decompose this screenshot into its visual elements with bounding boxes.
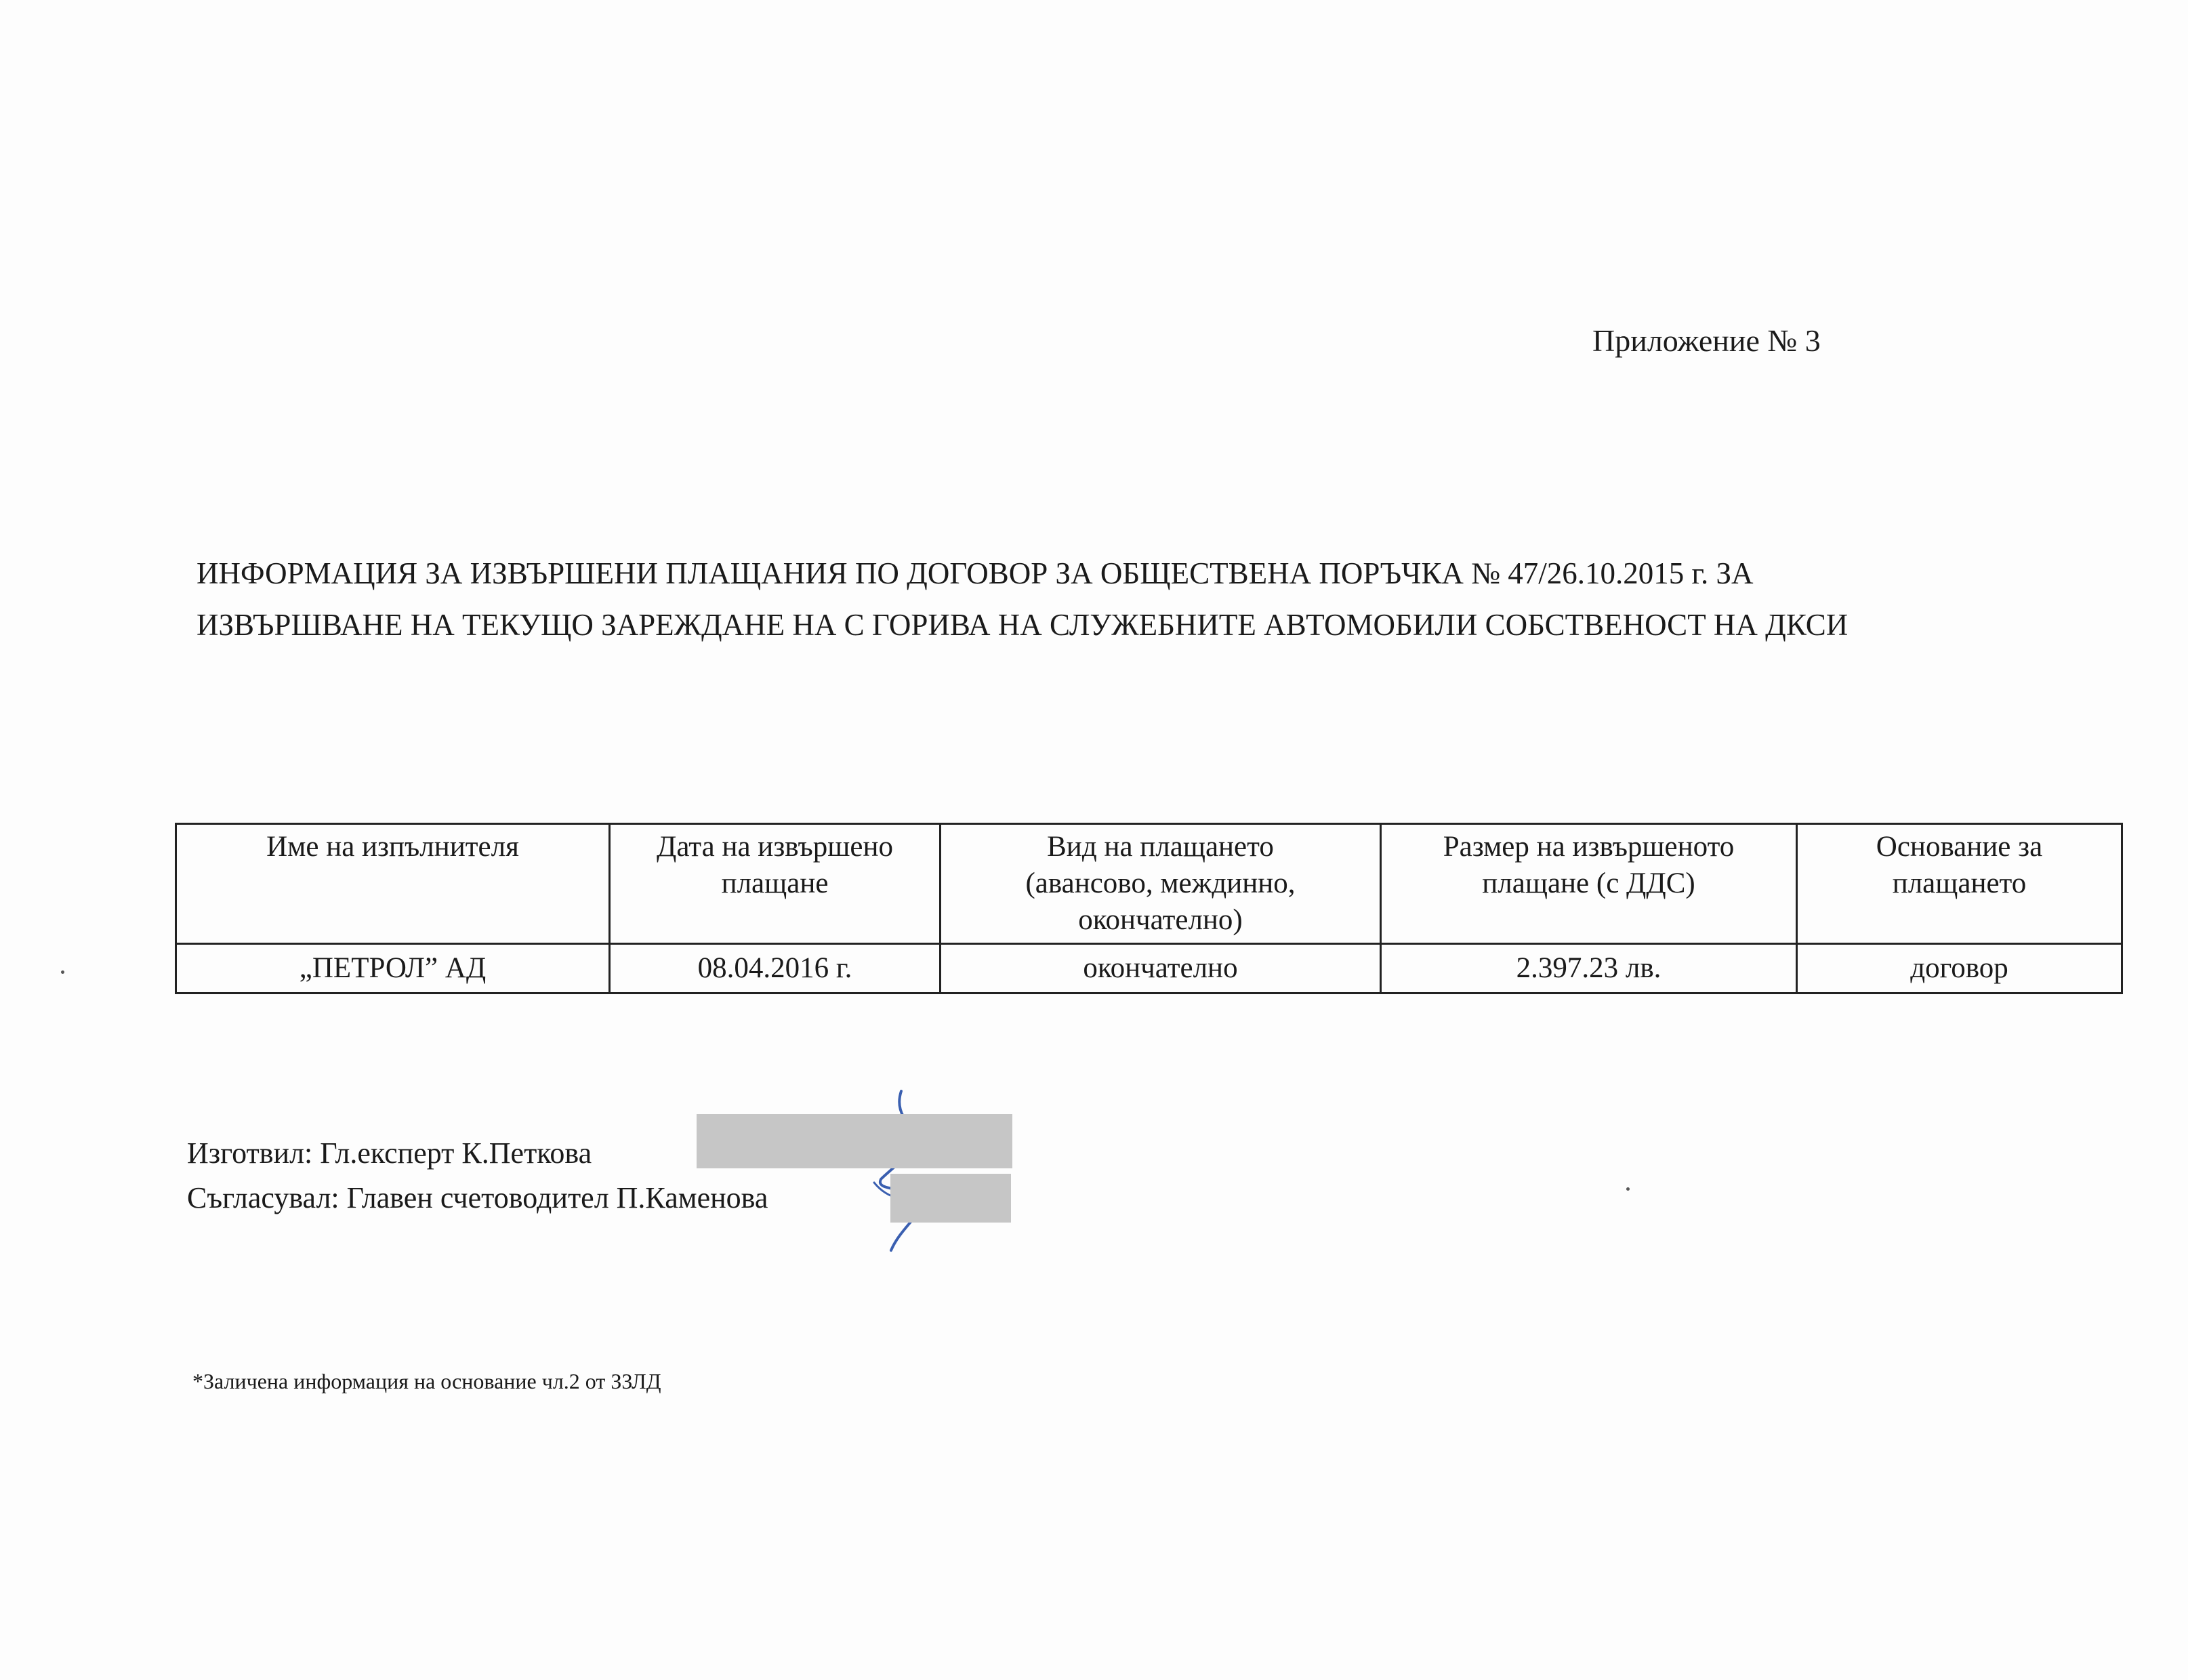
header-amount — [1381, 824, 1797, 944]
header-amount-line-1: Размер на извършеното — [1443, 831, 1735, 863]
header-type-line-1: Вид на плащането — [1047, 831, 1274, 863]
redaction-block-2 — [890, 1174, 1011, 1223]
footnote: *Заличена информация на основание чл.2 от ЗЗЛД — [192, 1369, 661, 1393]
table-row — [176, 944, 2122, 993]
cell-amount: 2.397.23 лв. — [1381, 944, 1797, 993]
header-basis — [1797, 824, 2122, 944]
approved-by-line: Съгласувал: Главен счетоводител П.Каменова — [187, 1181, 768, 1214]
title-line-2: ИЗВЪРШВАНЕ НА ТЕКУЩО ЗАРЕЖДАНЕ НА С ГОРИВА НА СЛУЖЕБНИТЕ АВТОМОБИЛИ СОБСТВЕНОСТ НА ДКСИ — [197, 608, 1849, 642]
annex-label: Приложение № 3 — [1592, 323, 1821, 358]
handwritten-signature — [854, 1084, 989, 1254]
cell-type: окончателно — [941, 944, 1381, 993]
scan-speck — [61, 970, 64, 974]
header-date — [610, 824, 941, 944]
cell-basis: договор — [1797, 944, 2122, 993]
redaction-block-1 — [697, 1114, 1012, 1168]
scan-speck — [1626, 1187, 1630, 1191]
prepared-by-line: Изготвил: Гл.експерт К.Петкова — [187, 1136, 592, 1170]
header-date-line-1: Дата на извършено — [657, 831, 893, 863]
cell-date: 08.04.2016 г. — [610, 944, 941, 993]
header-basis-line-1: Основание за — [1876, 831, 2043, 863]
cell-contractor: „ПЕТРОЛ” АД — [176, 944, 610, 993]
title-line-1: ИНФОРМАЦИЯ ЗА ИЗВЪРШЕНИ ПЛАЩАНИЯ ПО ДОГОВОР ЗА ОБЩЕСТВЕНА ПОРЪЧКА № 47/26.10.2015 г. ЗА — [197, 556, 1754, 590]
document-title — [197, 548, 2094, 651]
table-header-row — [176, 824, 2122, 944]
header-type-line-2: (авансово, междинно, — [1025, 867, 1296, 899]
header-basis-line-2: плащането — [1892, 867, 2027, 899]
payments-table — [175, 823, 2123, 994]
header-contractor — [176, 824, 610, 944]
header-type — [941, 824, 1381, 944]
header-date-line-2: плащане — [721, 867, 829, 899]
header-contractor-text: Име на изпълнителя — [266, 831, 519, 863]
header-type-line-3: окончателно) — [1078, 904, 1243, 936]
header-amount-line-2: плащане (с ДДС) — [1482, 867, 1695, 899]
